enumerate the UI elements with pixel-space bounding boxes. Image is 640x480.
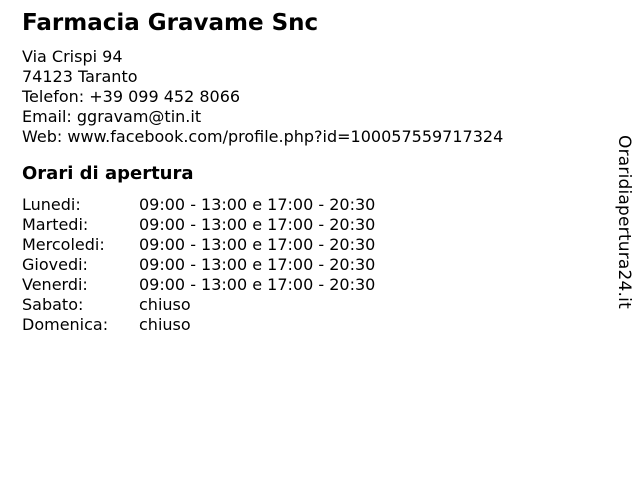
hours-value: 09:00 - 13:00 e 17:00 - 20:30 xyxy=(139,195,376,214)
phone-label: Telefon: xyxy=(22,87,85,106)
hours-table xyxy=(22,195,590,335)
hours-value: chiuso xyxy=(139,295,191,314)
contact-block xyxy=(22,47,590,147)
day-label: Giovedi: xyxy=(22,255,88,274)
phone-line xyxy=(22,87,590,107)
day-label: Sabato: xyxy=(22,295,84,314)
hours-row xyxy=(22,255,590,275)
web-value: www.facebook.com/profile.php?id=100057559717324 xyxy=(67,127,504,146)
email-label: Email: xyxy=(22,107,72,126)
day-label: Venerdi: xyxy=(22,275,88,294)
hours-value: 09:00 - 13:00 e 17:00 - 20:30 xyxy=(139,255,376,274)
hours-row xyxy=(22,275,590,295)
hours-row xyxy=(22,315,590,335)
hours-row xyxy=(22,195,590,215)
email-line xyxy=(22,107,590,127)
business-name: Farmacia Gravame Snc xyxy=(22,10,319,36)
hours-row xyxy=(22,215,590,235)
day-label: Lunedi: xyxy=(22,195,81,214)
hours-value: 09:00 - 13:00 e 17:00 - 20:30 xyxy=(139,275,376,294)
day-label: Martedi: xyxy=(22,215,89,234)
phone-value: +39 099 452 8066 xyxy=(89,87,241,106)
web-line xyxy=(22,127,590,147)
hours-value: chiuso xyxy=(139,315,191,334)
web-label: Web: xyxy=(22,127,63,146)
email-value: ggravam@tin.it xyxy=(76,107,202,126)
address-line-1: Via Crispi 94 xyxy=(22,47,123,66)
hours-heading: Orari di apertura xyxy=(22,163,194,184)
hours-row xyxy=(22,295,590,315)
day-label: Mercoledi: xyxy=(22,235,105,254)
hours-value: 09:00 - 13:00 e 17:00 - 20:30 xyxy=(139,235,376,254)
hours-value: 09:00 - 13:00 e 17:00 - 20:30 xyxy=(139,215,376,234)
hours-row xyxy=(22,235,590,255)
listing-content xyxy=(22,9,590,335)
address-line-2: 74123 Taranto xyxy=(22,67,138,86)
watermark-vertical: Oraridiapertura24.it xyxy=(614,135,634,309)
day-label: Domenica: xyxy=(22,315,109,334)
